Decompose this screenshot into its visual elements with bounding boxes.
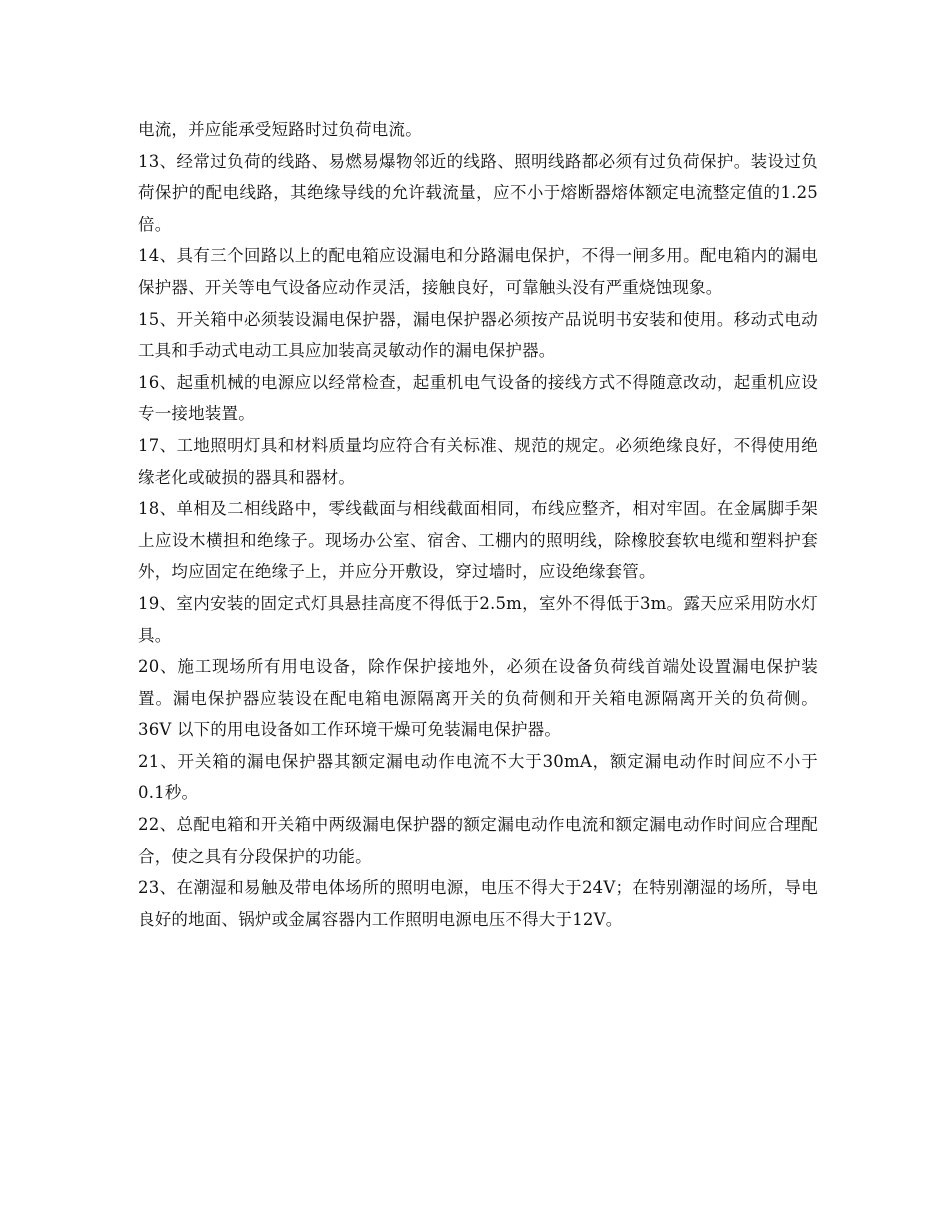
- paragraph-item-19: 19、室内安装的固定式灯具悬挂高度不得低于2.5m，室外不得低于3m。露天应采用防水灯具。: [138, 593, 818, 645]
- paragraph-item-17: 17、工地照明灯具和材料质量均应符合有关标准、规范的规定。必须绝缘良好，不得使用绝缘老化或破损的器具和器材。: [138, 435, 818, 487]
- document-body: [138, 114, 818, 935]
- paragraph-item-23: 23、在潮湿和易触及带电体场所的照明电源，电压不得大于24V；在特别潮湿的场所，导电良好的地面、锅炉或金属容器内工作照明电源电压不得大于12V。: [138, 878, 818, 929]
- paragraph-item-16: 16、起重机械的电源应以经常检查，起重机电气设备的接线方式不得随意改动，起重机应设专一接地装置。: [138, 372, 818, 424]
- paragraph-item-13: 13、经常过负荷的线路、易燃易爆物邻近的线路、照明线路都必须有过负荷保护。装设过负荷保护的配电线路，其绝缘导线的允许载流量，应不小于熔断器熔体额定电流整定值的1.25倍。: [138, 151, 818, 234]
- paragraph-continuation: 电流，并应能承受短路时过负荷电流。: [138, 120, 422, 139]
- paragraph-item-14: 14、具有三个回路以上的配电箱应设漏电和分路漏电保护，不得一闸多用。配电箱内的漏电保护器、开关等电气设备应动作灵活，接触良好，可靠触头没有严重烧蚀现象。: [138, 246, 818, 297]
- paragraph-item-15: 15、开关箱中必须装设漏电保护器，漏电保护器必须按产品说明书安装和使用。移动式电动工具和手动式电动工具应加装高灵敏动作的漏电保护器。: [138, 309, 818, 361]
- paragraph-item-20: 20、施工现场所有用电设备，除作保护接地外，必须在设备负荷线首端处设置漏电保护装置。漏电保护器应装设在配电箱电源隔离开关的负荷侧和开关箱电源隔离开关的负荷侧。36V 以下的用电设备如工作环境干燥可免装漏电保护器。: [138, 657, 818, 740]
- paragraph-item-21: 21、开关箱的漏电保护器其额定漏电动作电流不大于30mA，额定漏电动作时间应不小于0.1秒。: [138, 751, 818, 803]
- paragraph-item-18: 18、单相及二相线路中，零线截面与相线截面相同，布线应整齐，相对牢固。在金属脚手架上应设木横担和绝缘子。现场办公室、宿舍、工棚内的照明线，除橡胶套软电缆和塑料护套外，均应固定在绝缘子上，并应分开敷设，穿过墙时，应设绝缘套管。: [138, 499, 818, 582]
- paragraph-item-22: 22、总配电箱和开关箱中两级漏电保护器的额定漏电动作电流和额定漏电动作时间应合理配合，使之具有分段保护的功能。: [138, 815, 818, 866]
